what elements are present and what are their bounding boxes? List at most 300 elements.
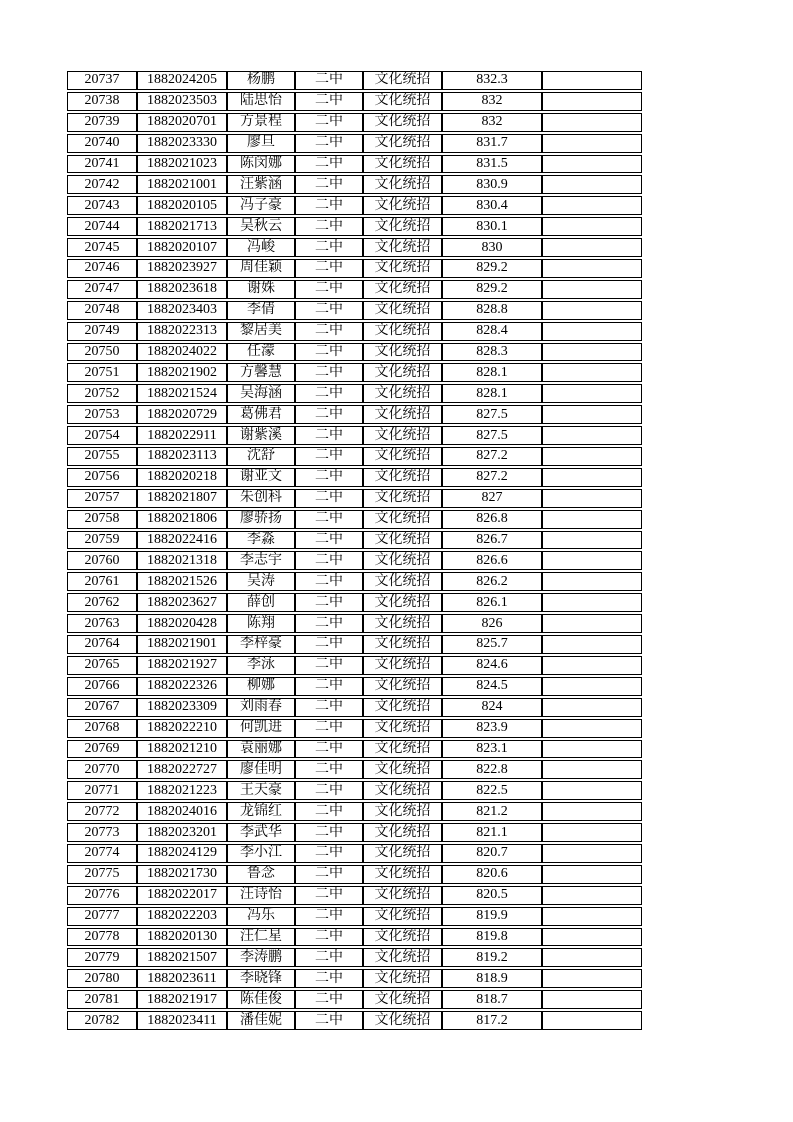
cell-blank — [542, 928, 642, 947]
cell-blank — [542, 489, 642, 508]
cell-student-name: 李涛鹏 — [227, 948, 295, 967]
cell-school: 二中 — [295, 1011, 363, 1030]
cell-school: 二中 — [295, 238, 363, 257]
table-row — [67, 280, 642, 299]
cell-admission-type: 文化统招 — [363, 593, 442, 612]
table-row — [67, 969, 642, 988]
cell-student-name: 李小江 — [227, 844, 295, 863]
cell-rank: 20765 — [67, 656, 137, 675]
cell-rank: 20747 — [67, 280, 137, 299]
cell-school: 二中 — [295, 259, 363, 278]
table-row — [67, 551, 642, 570]
cell-student-name: 沈舒 — [227, 447, 295, 466]
cell-student-name: 吴海涵 — [227, 384, 295, 403]
cell-student-name: 周佳颖 — [227, 259, 295, 278]
table-row — [67, 489, 642, 508]
cell-admission-type: 文化统招 — [363, 781, 442, 800]
table-row — [67, 468, 642, 487]
cell-student-name: 袁丽娜 — [227, 740, 295, 759]
table-row — [67, 363, 642, 382]
table-row — [67, 196, 642, 215]
cell-rank: 20777 — [67, 907, 137, 926]
cell-blank — [542, 865, 642, 884]
admission-score-table — [67, 69, 642, 1032]
cell-student-name: 陈翔 — [227, 614, 295, 633]
cell-admission-type: 文化统招 — [363, 363, 442, 382]
cell-student-name: 方景程 — [227, 113, 295, 132]
cell-score: 832.3 — [442, 71, 542, 90]
cell-student-name: 杨鹏 — [227, 71, 295, 90]
cell-student-name: 李梓豪 — [227, 635, 295, 654]
cell-student-name: 汪诗怡 — [227, 886, 295, 905]
cell-blank — [542, 363, 642, 382]
cell-rank: 20741 — [67, 155, 137, 174]
cell-admission-type: 文化统招 — [363, 572, 442, 591]
table-row — [67, 426, 642, 445]
cell-score: 827.2 — [442, 468, 542, 487]
cell-rank: 20779 — [67, 948, 137, 967]
cell-school: 二中 — [295, 948, 363, 967]
cell-admission-type: 文化统招 — [363, 384, 442, 403]
cell-score: 817.2 — [442, 1011, 542, 1030]
cell-admission-type: 文化统招 — [363, 343, 442, 362]
cell-exam-number: 1882020428 — [137, 614, 227, 633]
cell-student-name: 冯子豪 — [227, 196, 295, 215]
cell-score: 827.5 — [442, 405, 542, 424]
cell-student-name: 李倩 — [227, 301, 295, 320]
cell-school: 二中 — [295, 510, 363, 529]
cell-rank: 20740 — [67, 134, 137, 153]
cell-admission-type: 文化统招 — [363, 551, 442, 570]
table-row — [67, 614, 642, 633]
table-row — [67, 510, 642, 529]
cell-student-name: 李志宇 — [227, 551, 295, 570]
cell-rank: 20737 — [67, 71, 137, 90]
cell-score: 820.6 — [442, 865, 542, 884]
table-row — [67, 405, 642, 424]
cell-school: 二中 — [295, 969, 363, 988]
cell-rank: 20755 — [67, 447, 137, 466]
cell-school: 二中 — [295, 572, 363, 591]
cell-exam-number: 1882021917 — [137, 990, 227, 1009]
table-row — [67, 447, 642, 466]
cell-student-name: 鲁念 — [227, 865, 295, 884]
cell-admission-type: 文化统招 — [363, 844, 442, 863]
cell-admission-type: 文化统招 — [363, 447, 442, 466]
cell-admission-type: 文化统招 — [363, 405, 442, 424]
cell-blank — [542, 343, 642, 362]
cell-admission-type: 文化统招 — [363, 71, 442, 90]
cell-exam-number: 1882023403 — [137, 301, 227, 320]
cell-student-name: 谢姝 — [227, 280, 295, 299]
cell-exam-number: 1882022326 — [137, 677, 227, 696]
cell-student-name: 柳娜 — [227, 677, 295, 696]
cell-admission-type: 文化统招 — [363, 865, 442, 884]
cell-score: 823.1 — [442, 740, 542, 759]
cell-exam-number: 1882020701 — [137, 113, 227, 132]
cell-admission-type: 文化统招 — [363, 510, 442, 529]
cell-school: 二中 — [295, 656, 363, 675]
cell-score: 827.5 — [442, 426, 542, 445]
cell-score: 830 — [442, 238, 542, 257]
table-row — [67, 990, 642, 1009]
cell-blank — [542, 760, 642, 779]
cell-school: 二中 — [295, 280, 363, 299]
cell-score: 832 — [442, 92, 542, 111]
cell-school: 二中 — [295, 405, 363, 424]
cell-admission-type: 文化统招 — [363, 322, 442, 341]
cell-score: 819.9 — [442, 907, 542, 926]
cell-admission-type: 文化统招 — [363, 698, 442, 717]
cell-student-name: 刘雨春 — [227, 698, 295, 717]
cell-blank — [542, 572, 642, 591]
cell-blank — [542, 551, 642, 570]
table-row — [67, 698, 642, 717]
cell-school: 二中 — [295, 426, 363, 445]
table-row — [67, 740, 642, 759]
table-row — [67, 71, 642, 90]
cell-school: 二中 — [295, 468, 363, 487]
cell-school: 二中 — [295, 886, 363, 905]
cell-score: 827 — [442, 489, 542, 508]
cell-blank — [542, 134, 642, 153]
cell-rank: 20749 — [67, 322, 137, 341]
cell-rank: 20775 — [67, 865, 137, 884]
table-row — [67, 113, 642, 132]
cell-score: 824.5 — [442, 677, 542, 696]
cell-student-name: 廖佳明 — [227, 760, 295, 779]
cell-score: 831.7 — [442, 134, 542, 153]
table-row — [67, 593, 642, 612]
cell-rank: 20780 — [67, 969, 137, 988]
cell-exam-number: 1882024205 — [137, 71, 227, 90]
cell-school: 二中 — [295, 990, 363, 1009]
cell-score: 826.6 — [442, 551, 542, 570]
cell-admission-type: 文化统招 — [363, 113, 442, 132]
cell-student-name: 陈闵娜 — [227, 155, 295, 174]
table-row — [67, 886, 642, 905]
cell-blank — [542, 426, 642, 445]
cell-exam-number: 1882021223 — [137, 781, 227, 800]
score-table-body — [67, 71, 642, 1030]
cell-rank: 20761 — [67, 572, 137, 591]
cell-school: 二中 — [295, 301, 363, 320]
cell-exam-number: 1882021730 — [137, 865, 227, 884]
cell-student-name: 薛创 — [227, 593, 295, 612]
cell-school: 二中 — [295, 593, 363, 612]
cell-student-name: 朱创科 — [227, 489, 295, 508]
cell-blank — [542, 113, 642, 132]
table-row — [67, 635, 642, 654]
table-row — [67, 217, 642, 236]
cell-school: 二中 — [295, 134, 363, 153]
cell-exam-number: 1882021713 — [137, 217, 227, 236]
table-row — [67, 656, 642, 675]
cell-school: 二中 — [295, 551, 363, 570]
cell-exam-number: 1882021524 — [137, 384, 227, 403]
cell-exam-number: 1882024129 — [137, 844, 227, 863]
cell-rank: 20757 — [67, 489, 137, 508]
cell-admission-type: 文化统招 — [363, 217, 442, 236]
cell-rank: 20762 — [67, 593, 137, 612]
cell-admission-type: 文化统招 — [363, 802, 442, 821]
cell-blank — [542, 969, 642, 988]
cell-student-name: 葛佛君 — [227, 405, 295, 424]
cell-blank — [542, 217, 642, 236]
cell-exam-number: 1882021023 — [137, 155, 227, 174]
cell-score: 830.1 — [442, 217, 542, 236]
cell-score: 832 — [442, 113, 542, 132]
cell-school: 二中 — [295, 175, 363, 194]
cell-school: 二中 — [295, 343, 363, 362]
table-row — [67, 677, 642, 696]
cell-admission-type: 文化统招 — [363, 760, 442, 779]
cell-rank: 20756 — [67, 468, 137, 487]
table-row — [67, 844, 642, 863]
cell-student-name: 廖骄扬 — [227, 510, 295, 529]
cell-student-name: 何凯进 — [227, 719, 295, 738]
cell-exam-number: 1882021210 — [137, 740, 227, 759]
cell-school: 二中 — [295, 823, 363, 842]
cell-student-name: 冯乐 — [227, 907, 295, 926]
cell-score: 826 — [442, 614, 542, 633]
table-row — [67, 823, 642, 842]
cell-blank — [542, 740, 642, 759]
cell-blank — [542, 468, 642, 487]
cell-school: 二中 — [295, 802, 363, 821]
cell-exam-number: 1882023611 — [137, 969, 227, 988]
cell-student-name: 黎居美 — [227, 322, 295, 341]
cell-rank: 20767 — [67, 698, 137, 717]
cell-blank — [542, 907, 642, 926]
cell-score: 826.7 — [442, 531, 542, 550]
cell-rank: 20739 — [67, 113, 137, 132]
cell-exam-number: 1882021927 — [137, 656, 227, 675]
cell-blank — [542, 280, 642, 299]
cell-rank: 20738 — [67, 92, 137, 111]
cell-rank: 20743 — [67, 196, 137, 215]
cell-score: 826.8 — [442, 510, 542, 529]
cell-score: 828.4 — [442, 322, 542, 341]
cell-rank: 20766 — [67, 677, 137, 696]
cell-rank: 20754 — [67, 426, 137, 445]
cell-school: 二中 — [295, 614, 363, 633]
cell-school: 二中 — [295, 677, 363, 696]
cell-admission-type: 文化统招 — [363, 656, 442, 675]
cell-school: 二中 — [295, 760, 363, 779]
cell-score: 818.9 — [442, 969, 542, 988]
cell-exam-number: 1882023503 — [137, 92, 227, 111]
cell-exam-number: 1882021901 — [137, 635, 227, 654]
cell-score: 827.2 — [442, 447, 542, 466]
cell-blank — [542, 1011, 642, 1030]
cell-exam-number: 1882023927 — [137, 259, 227, 278]
cell-rank: 20753 — [67, 405, 137, 424]
cell-score: 830.9 — [442, 175, 542, 194]
cell-exam-number: 1882021526 — [137, 572, 227, 591]
cell-rank: 20745 — [67, 238, 137, 257]
cell-student-name: 李武华 — [227, 823, 295, 842]
cell-exam-number: 1882022203 — [137, 907, 227, 926]
cell-exam-number: 1882022727 — [137, 760, 227, 779]
cell-admission-type: 文化统招 — [363, 907, 442, 926]
cell-rank: 20750 — [67, 343, 137, 362]
cell-admission-type: 文化统招 — [363, 280, 442, 299]
cell-student-name: 李泳 — [227, 656, 295, 675]
cell-score: 820.7 — [442, 844, 542, 863]
table-row — [67, 301, 642, 320]
cell-admission-type: 文化统招 — [363, 155, 442, 174]
cell-score: 821.2 — [442, 802, 542, 821]
cell-exam-number: 1882020105 — [137, 196, 227, 215]
cell-exam-number: 1882021902 — [137, 363, 227, 382]
cell-admission-type: 文化统招 — [363, 1011, 442, 1030]
cell-school: 二中 — [295, 447, 363, 466]
cell-school: 二中 — [295, 363, 363, 382]
cell-exam-number: 1882022017 — [137, 886, 227, 905]
cell-exam-number: 1882021507 — [137, 948, 227, 967]
cell-score: 831.5 — [442, 155, 542, 174]
cell-blank — [542, 405, 642, 424]
table-row — [67, 343, 642, 362]
table-row — [67, 907, 642, 926]
cell-score: 828.1 — [442, 384, 542, 403]
cell-admission-type: 文化统招 — [363, 238, 442, 257]
table-row — [67, 155, 642, 174]
cell-exam-number: 1882020107 — [137, 238, 227, 257]
cell-exam-number: 1882023113 — [137, 447, 227, 466]
cell-rank: 20776 — [67, 886, 137, 905]
cell-blank — [542, 510, 642, 529]
cell-blank — [542, 301, 642, 320]
cell-student-name: 陈佳俊 — [227, 990, 295, 1009]
cell-blank — [542, 447, 642, 466]
cell-blank — [542, 322, 642, 341]
table-row — [67, 865, 642, 884]
cell-rank: 20763 — [67, 614, 137, 633]
cell-exam-number: 1882021318 — [137, 551, 227, 570]
cell-score: 829.2 — [442, 280, 542, 299]
cell-exam-number: 1882024016 — [137, 802, 227, 821]
cell-rank: 20771 — [67, 781, 137, 800]
cell-student-name: 谢紫溪 — [227, 426, 295, 445]
cell-student-name: 谢亚文 — [227, 468, 295, 487]
cell-admission-type: 文化统招 — [363, 969, 442, 988]
cell-admission-type: 文化统招 — [363, 928, 442, 947]
cell-blank — [542, 781, 642, 800]
cell-rank: 20774 — [67, 844, 137, 863]
cell-rank: 20782 — [67, 1011, 137, 1030]
cell-rank: 20778 — [67, 928, 137, 947]
table-row — [67, 175, 642, 194]
cell-student-name: 方馨慧 — [227, 363, 295, 382]
cell-school: 二中 — [295, 635, 363, 654]
cell-rank: 20760 — [67, 551, 137, 570]
cell-exam-number: 1882023330 — [137, 134, 227, 153]
cell-school: 二中 — [295, 384, 363, 403]
cell-school: 二中 — [295, 740, 363, 759]
cell-score: 826.1 — [442, 593, 542, 612]
cell-admission-type: 文化统招 — [363, 259, 442, 278]
cell-rank: 20770 — [67, 760, 137, 779]
table-row — [67, 134, 642, 153]
cell-score: 829.2 — [442, 259, 542, 278]
cell-admission-type: 文化统招 — [363, 468, 442, 487]
cell-admission-type: 文化统招 — [363, 886, 442, 905]
table-row — [67, 781, 642, 800]
cell-admission-type: 文化统招 — [363, 426, 442, 445]
cell-student-name: 王天豪 — [227, 781, 295, 800]
cell-school: 二中 — [295, 719, 363, 738]
table-row — [67, 948, 642, 967]
cell-school: 二中 — [295, 322, 363, 341]
cell-score: 820.5 — [442, 886, 542, 905]
cell-blank — [542, 384, 642, 403]
cell-blank — [542, 948, 642, 967]
cell-student-name: 廖旦 — [227, 134, 295, 153]
cell-school: 二中 — [295, 71, 363, 90]
cell-admission-type: 文化统招 — [363, 948, 442, 967]
cell-admission-type: 文化统招 — [363, 990, 442, 1009]
cell-blank — [542, 886, 642, 905]
cell-blank — [542, 259, 642, 278]
cell-student-name: 汪紫涵 — [227, 175, 295, 194]
cell-rank: 20748 — [67, 301, 137, 320]
cell-admission-type: 文化统招 — [363, 134, 442, 153]
cell-blank — [542, 614, 642, 633]
table-row — [67, 322, 642, 341]
cell-blank — [542, 698, 642, 717]
cell-exam-number: 1882020218 — [137, 468, 227, 487]
cell-school: 二中 — [295, 698, 363, 717]
cell-exam-number: 1882023627 — [137, 593, 227, 612]
cell-school: 二中 — [295, 217, 363, 236]
cell-admission-type: 文化统招 — [363, 823, 442, 842]
cell-blank — [542, 92, 642, 111]
cell-blank — [542, 677, 642, 696]
cell-blank — [542, 531, 642, 550]
cell-exam-number: 1882022210 — [137, 719, 227, 738]
table-row — [67, 92, 642, 111]
cell-rank: 20752 — [67, 384, 137, 403]
cell-admission-type: 文化统招 — [363, 531, 442, 550]
cell-exam-number: 1882023201 — [137, 823, 227, 842]
cell-blank — [542, 238, 642, 257]
cell-rank: 20769 — [67, 740, 137, 759]
cell-student-name: 龙锦红 — [227, 802, 295, 821]
cell-score: 822.5 — [442, 781, 542, 800]
cell-rank: 20759 — [67, 531, 137, 550]
cell-exam-number: 1882023411 — [137, 1011, 227, 1030]
cell-school: 二中 — [295, 907, 363, 926]
cell-student-name: 李淼 — [227, 531, 295, 550]
cell-admission-type: 文化统招 — [363, 635, 442, 654]
cell-rank: 20781 — [67, 990, 137, 1009]
cell-school: 二中 — [295, 113, 363, 132]
cell-score: 828.1 — [442, 363, 542, 382]
cell-admission-type: 文化统招 — [363, 301, 442, 320]
cell-student-name: 李晓锋 — [227, 969, 295, 988]
cell-exam-number: 1882021001 — [137, 175, 227, 194]
cell-blank — [542, 155, 642, 174]
table-row — [67, 1011, 642, 1030]
cell-admission-type: 文化统招 — [363, 719, 442, 738]
cell-school: 二中 — [295, 155, 363, 174]
cell-admission-type: 文化统招 — [363, 92, 442, 111]
cell-school: 二中 — [295, 865, 363, 884]
cell-student-name: 汪仁星 — [227, 928, 295, 947]
cell-exam-number: 1882020729 — [137, 405, 227, 424]
